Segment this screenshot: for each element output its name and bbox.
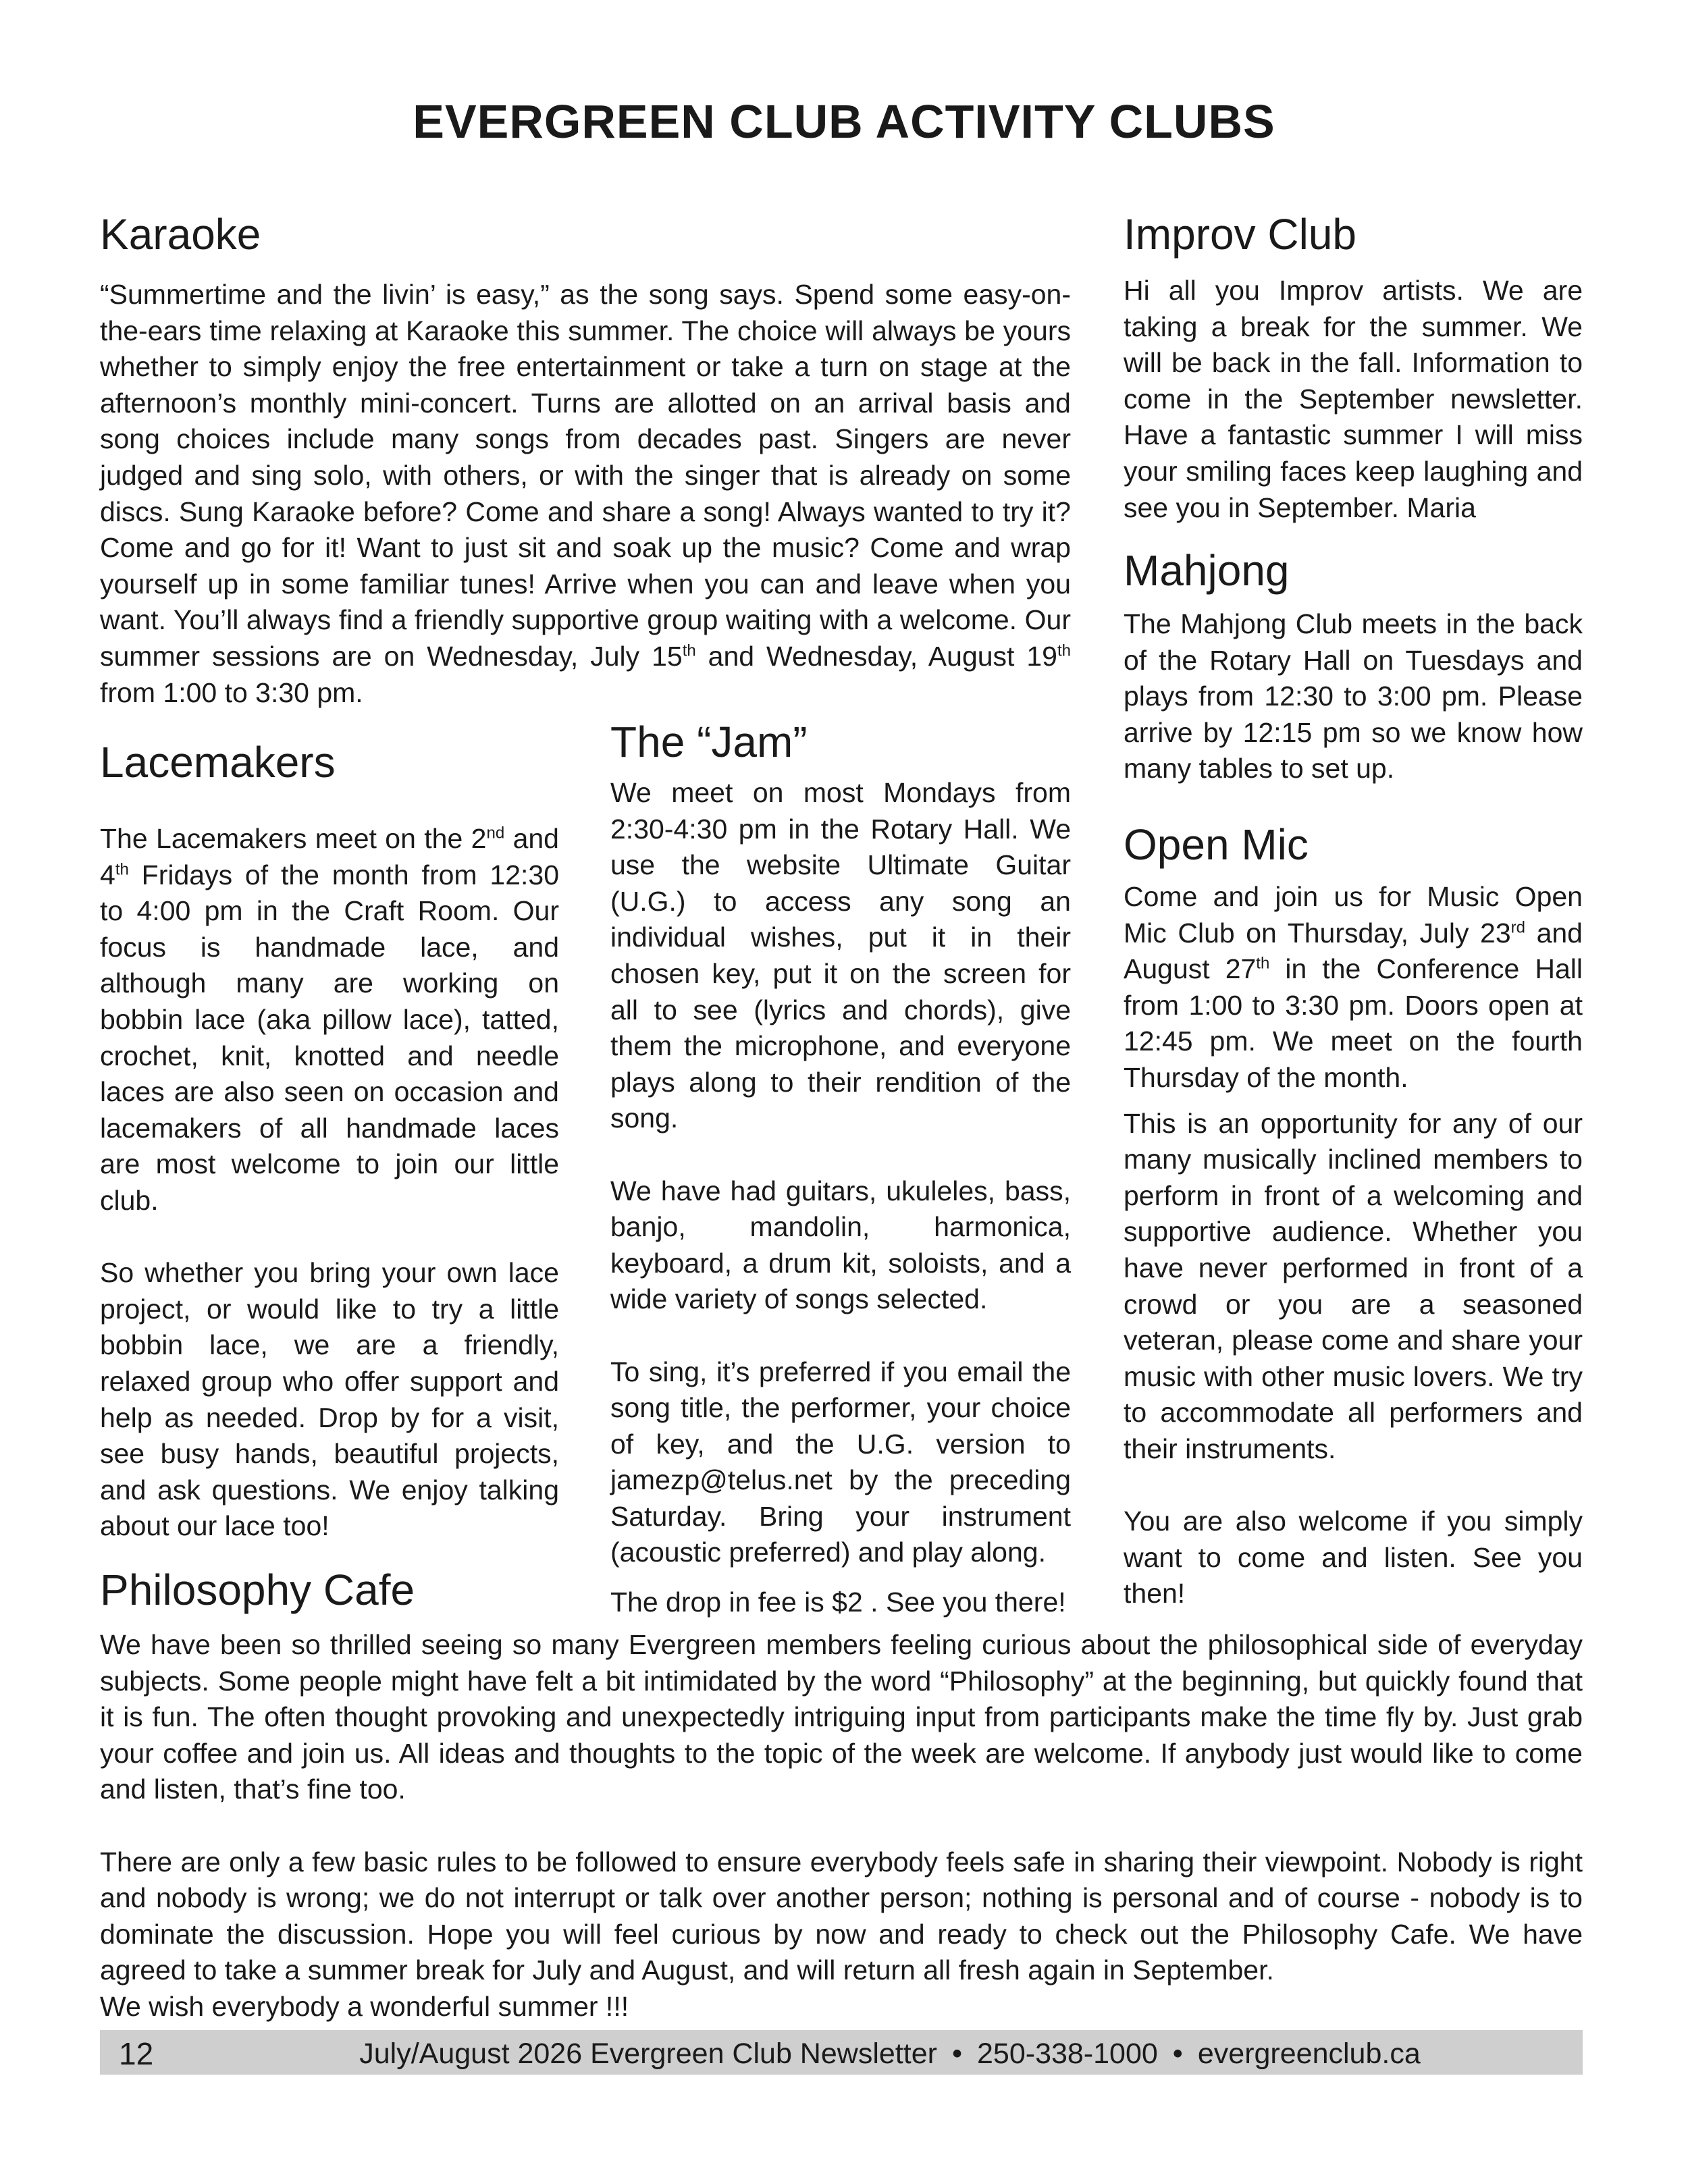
footer-separator: • <box>1172 2037 1183 2070</box>
footer-website: evergreenclub.ca <box>1197 2037 1421 2070</box>
mahjong-body: The Mahjong Club meets in the back of the Rotary Hall on Tuesdays and plays from 12:30 to 3:00 pm. Please arrive by 12:15 pm so we know how many tables to set up. <box>1124 608 1583 784</box>
karaoke-body: “Summertime and the livin’ is easy,” as the song says. Spend some easy-on-the-ears time relaxing at Karaoke this summer. The choice will always be yours whether to simply enjoy the free entertainment or take a turn on stage at the afternoon’s monthly mini-concert. Turns are allotted on an arrival basis and song choices include many songs from decades past. Singers are never judged and sing solo, with others, or with the singer that is already on some discs. Sung Karaoke before? Come and share a song! Always wanted to try it? Come and go for it! Want to just sit and soak up the music? Come and wrap yourself up in some familiar tunes! Arrive when you can and leave when you want. You’ll always find a friendly supportive group waiting with a welcome. Our summer sessions are on Wednesday, July 15th and Wednesday, August 19th from 1:00 to 3:30 pm. <box>100 279 1071 708</box>
open-mic-body: Come and join us for Music Open Mic Club on Thursday, July 23rd and August 27th in the Conference Hall from 1:00 to 3:30 pm. Doors open at 12:45 pm. We meet on the fourth Thursday of the month. This is an opportunity for any of our many musically inclined members to perform in front of a welcoming and supportive audience. Whether you have never performed in front of a crowd or you are a seasoned veteran, please come and share your music with other music lovers. We try to accommodate all performers and their instruments. You are also welcome if you simply want to come and listen. See you then! <box>1124 881 1583 1609</box>
improv-heading: Improv Club <box>1124 210 1356 259</box>
philosophy-body: We have been so thrilled seeing so many Evergreen members feeling curious about the philosophical side of everyday subjects. Some people might have felt a bit intimidated by the word “Philosophy” at the beginning, but quickly found that it is fun. The often thought provoking and unexpectedly intriguing input from participants make the time fly by. Just grab your coffee and join us. All ideas and thoughts to the topic of the week are welcome. If anybody just would like to come and listen, that’s fine too. There are only a few basic rules to be followed to ensure everybody feels safe in sharing their viewpoint. Nobody is right and nobody is wrong; we do not interrupt or talk over another person; nothing is personal and of course - nobody is to dominate the discussion. Hope you will feel curious by now and ready to check out the Philosophy Cafe. We have agreed to take a summer break for July and August, and will return all fresh again in September. We wish everybody a wonderful summer !!! <box>100 1629 1583 2022</box>
footer-separator: • <box>951 2037 962 2070</box>
page-title: EVERGREEN CLUB ACTIVITY CLUBS <box>413 95 1275 148</box>
mahjong-heading: Mahjong <box>1124 546 1290 595</box>
lacemakers-body: The Lacemakers meet on the 2nd and 4th Fridays of the month from 12:30 to 4:00 pm in the Craft Room. Our focus is handmade lace, and although many are working on bobbin lace (aka pillow lace), tatted, crochet, knit, knotted and needle laces are also seen on occasion and lacemakers of all handmade laces are most welcome to join our little club. So whether you bring your own lace project, or would like to try a little bobbin lace, we are a friendly, relaxed group who offer support and help as needed. Drop by for a visit, see busy hands, beautiful projects, and ask questions. We enjoy talking about our lace too! <box>100 823 559 1542</box>
lacemakers-heading: Lacemakers <box>100 738 336 787</box>
footer-issue: July/August 2026 Evergreen Club Newsletter <box>359 2037 937 2070</box>
footer-bar <box>100 2030 1583 2075</box>
philosophy-heading: Philosophy Cafe <box>100 1566 415 1614</box>
footer-info <box>269 2035 1511 2072</box>
karaoke-heading: Karaoke <box>100 210 261 259</box>
jam-body: We meet on most Mondays from 2:30-4:30 pm in the Rotary Hall. We use the website Ultimate Guitar (U.G.) to access any song an individual wishes, put it in their chosen key, put it on the screen for all to see (lyrics and chords), give them the microphone, and everyone plays along to their rendition of the song. We have had guitars, ukuleles, bass, banjo, mandolin, harmonica, keyboard, a drum kit, soloists, and a wide variety of songs selected. To sing, it’s preferred if you email the song title, the performer, your choice of key, and the U.G. version to jamezp@telus.net by the preceding Saturday. Bring your instrument (acoustic preferred) and play along. The drop in fee is $2 . See you there! <box>610 777 1071 1618</box>
improv-body: Hi all you Improv artists. We are taking a break for the summer. We will be back in the fall. Information to come in the September newsletter. Have a fantastic summer I will miss your smiling faces keep laughing and see you in September. Maria <box>1124 275 1583 523</box>
footer-phone: 250-338-1000 <box>977 2037 1158 2070</box>
open-mic-heading: Open Mic <box>1124 820 1309 869</box>
page-number: 12 <box>119 2036 154 2071</box>
jam-heading: The “Jam” <box>610 718 808 766</box>
